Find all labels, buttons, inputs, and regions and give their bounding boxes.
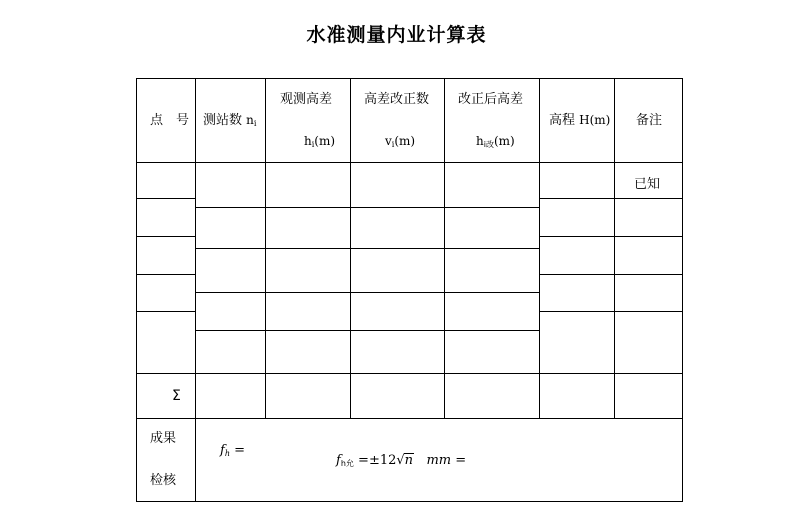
- header-correction-unit-line: [385, 135, 415, 149]
- cell-sum: Σ: [172, 388, 181, 404]
- header-stations-label: 测站数: [203, 113, 243, 128]
- header-stations: [203, 114, 256, 128]
- header-correction-unit: (m): [394, 134, 416, 148]
- footer-label-line1: 成果: [150, 431, 177, 446]
- header-corrected-sub: i改: [483, 140, 494, 149]
- formula-fhallow-n: n: [404, 453, 414, 468]
- header-observed-unit-line: [304, 135, 335, 149]
- formula-fhallow-sub: h允: [340, 459, 354, 468]
- formula-fhallow-f: f: [336, 453, 341, 468]
- header-observed-sub: i: [311, 140, 315, 149]
- header-observed-symbol: h: [304, 134, 312, 148]
- header-elevation-unit: (m): [589, 113, 611, 127]
- formula-fhallow-unit: mm: [426, 453, 452, 468]
- formula-fhallow-eq: =: [358, 453, 369, 468]
- formula-fh-f: f: [220, 443, 225, 458]
- header-stations-symbol: n: [246, 113, 254, 127]
- header-observed-unit: (m): [314, 134, 336, 148]
- header-elevation: [549, 114, 610, 127]
- page-title: 水准测量内业计算表: [306, 24, 487, 46]
- cell-known: 已知: [634, 177, 661, 192]
- header-remark: 备注: [636, 113, 663, 128]
- header-elevation-label: 高程: [549, 113, 576, 128]
- header-corrected-unit: (m): [493, 134, 515, 148]
- header-corrected-label: 改正后高差: [458, 92, 524, 107]
- formula-fh: [220, 444, 245, 458]
- header-elevation-symbol: H: [579, 113, 590, 127]
- footer-label-line2: 检核: [150, 473, 177, 488]
- header-corrected-unit-line: [476, 135, 515, 149]
- formula-fhallow-pm: ±12: [368, 453, 397, 468]
- formula-fh-eq: =: [234, 443, 246, 458]
- header-corrected-symbol: h: [476, 134, 484, 148]
- header-observed-label: 观测高差: [280, 92, 333, 107]
- header-correction-sub: i: [391, 140, 395, 149]
- header-stations-sub: i: [253, 119, 257, 128]
- header-point: 点 号: [150, 113, 190, 128]
- formula-fh-sub: h: [224, 449, 230, 458]
- formula-fh-allow: $f_{h允} =\pm 12√n$ mm =: [336, 453, 467, 468]
- header-correction-label: 高差改正数: [364, 92, 430, 107]
- header-correction-symbol: v: [385, 134, 392, 148]
- formula-fhallow-eq2: =: [455, 453, 467, 468]
